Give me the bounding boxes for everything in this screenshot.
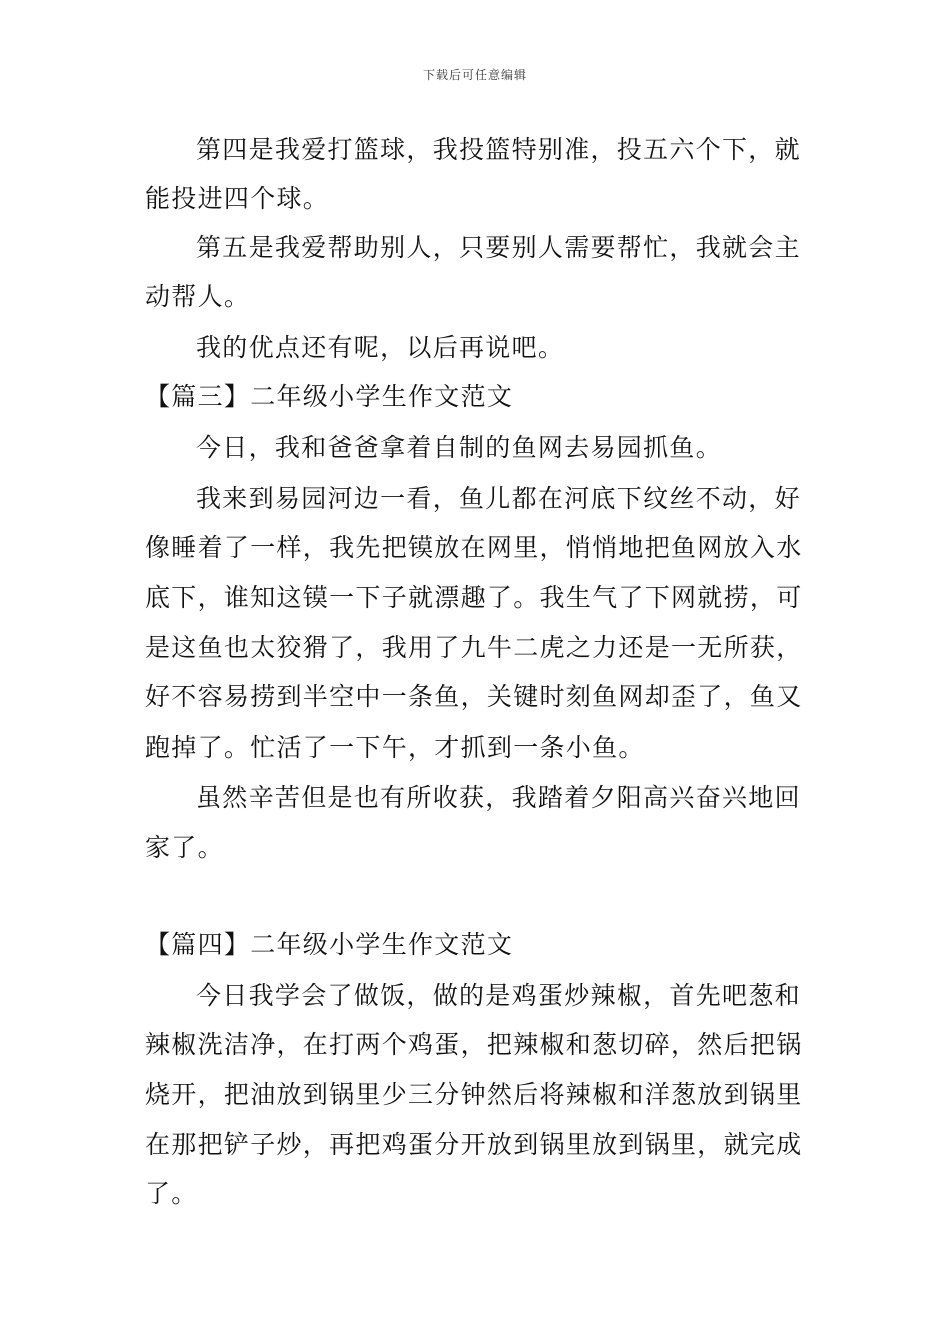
- paragraph-line: 我来到易园河边一看，鱼儿都在河底下纹丝不动，好: [196, 484, 801, 513]
- paragraph-line: 能投进四个球。: [145, 184, 330, 213]
- paragraph-line: 了。: [145, 1179, 198, 1208]
- paragraph-line: 我的优点还有呢，以后再说吧。: [196, 333, 565, 362]
- paragraph-line: 是这鱼也太狡猾了，我用了九牛二虎之力还是一无所获，: [145, 633, 803, 662]
- paragraph-line: 像睡着了一样，我先把镆放在网里，悄悄地把鱼网放入水: [145, 533, 803, 562]
- section-heading: 【篇四】二年级小学生作文范文: [145, 930, 514, 959]
- paragraph-line: 跑掉了。忙活了一下午，才抓到一条小鱼。: [145, 733, 645, 762]
- paragraph-line: 虽然辛苦但是也有所收获，我踏着夕阳高兴奋兴地回: [196, 783, 801, 812]
- paragraph-line: 好不容易捞到半空中一条鱼，关键时刻鱼网却歪了，鱼又: [145, 682, 803, 711]
- paragraph-line: 今日，我和爸爸拿着自制的鱼网去易园抓鱼。: [196, 433, 723, 462]
- header-note: 下载后可任意编辑: [422, 68, 527, 82]
- section-heading: 【篇三】二年级小学生作文范文: [145, 382, 514, 411]
- paragraph-line: 家了。: [145, 833, 224, 862]
- paragraph-line: 在那把铲子炒，再把鸡蛋分开放到锅里放到锅里，就完成: [145, 1130, 803, 1159]
- paragraph-line: 辣椒洗洁净，在打两个鸡蛋，把辣椒和葱切碎，然后把锅: [145, 1030, 803, 1059]
- paragraph-line: 动帮人。: [145, 282, 251, 311]
- paragraph-line: 第四是我爱打篮球，我投篮特别准，投五六个下，就: [196, 135, 801, 164]
- paragraph-line: 第五是我爱帮助别人，只要别人需要帮忙，我就会主: [196, 233, 801, 262]
- paragraph-line: 今日我学会了做饭，做的是鸡蛋炒辣椒，首先吧葱和: [196, 981, 801, 1010]
- paragraph-line: 烧开，把油放到锅里少三分钟然后将辣椒和洋葱放到锅里: [145, 1080, 803, 1109]
- paragraph-line: 底下，谁知这镆一下子就漂趣了。我生气了下网就捞，可: [145, 583, 803, 612]
